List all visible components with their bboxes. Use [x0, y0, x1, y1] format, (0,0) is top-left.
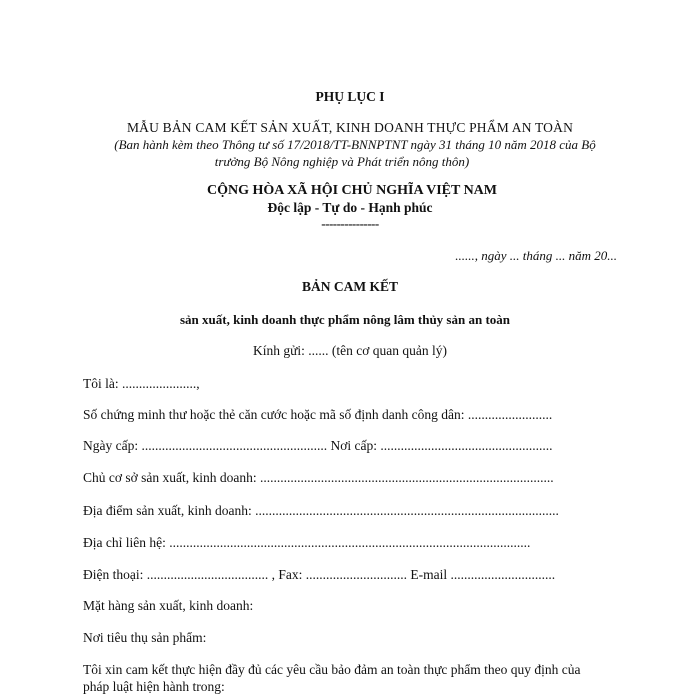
- field-address: Địa chỉ liên hệ: ...........................................................................................................: [83, 535, 531, 550]
- field-id-number: Số chứng minh thư hoặc thẻ căn cước hoặc mã số định danh công dân: .........................: [83, 407, 553, 422]
- commitment-line2: pháp luật hiện hành trong:: [83, 679, 225, 694]
- document-title: BẢN CAM KẾT: [301, 279, 398, 294]
- national-motto: Độc lập - Tự do - Hạnh phúc: [267, 200, 433, 215]
- field-products: Mặt hàng sản xuất, kinh doanh:: [83, 598, 254, 613]
- form-title: MẪU BẢN CAM KẾT SẢN XUẤT, KINH DOANH THỰC PHẨM AN TOÀN: [126, 120, 574, 135]
- country-name: CỘNG HÒA XÃ HỘI CHỦ NGHĨA VIỆT NAM: [206, 183, 497, 198]
- issuance-note-line1: (Ban hành kèm theo Thông tư số 17/2018/TT-BNNPTNT ngày 31 tháng 10 năm 2018 của Bộ: [114, 137, 596, 152]
- issuance-note-line2: trưởng Bộ Nông nghiệp và Phát triển nông thôn): [214, 154, 470, 169]
- commitment-line1: Tôi xin cam kết thực hiện đầy đủ các yêu cầu bảo đảm an toàn thực phẩm theo quy định của: [83, 662, 581, 677]
- field-contact: Điện thoại: .................................... , Fax: .............................. E-mail ...............................: [83, 567, 556, 582]
- appendix-heading: PHỤ LỤC I: [315, 89, 385, 104]
- date-line: ......, ngày ... tháng ... năm 20...: [455, 248, 617, 263]
- field-name: Tôi là: ......................,: [83, 376, 200, 391]
- field-market: Nơi tiêu thụ sản phẩm:: [83, 630, 207, 645]
- field-location: Địa điểm sản xuất, kinh doanh: ..........................................................................................: [83, 503, 559, 518]
- field-issue-date-place: Ngày cấp: ....................................................... Nơi cấp: ...................................................: [83, 438, 553, 453]
- field-owner: Chủ cơ sở sản xuất, kinh doanh: .......................................................................................: [83, 470, 554, 485]
- document-subtitle: sản xuất, kinh doanh thực phẩm nông lâm thủy sản an toàn: [179, 312, 511, 327]
- motto-separator: ---------------: [321, 216, 379, 231]
- recipient-line: Kính gửi: ...... (tên cơ quan quản lý): [252, 343, 448, 358]
